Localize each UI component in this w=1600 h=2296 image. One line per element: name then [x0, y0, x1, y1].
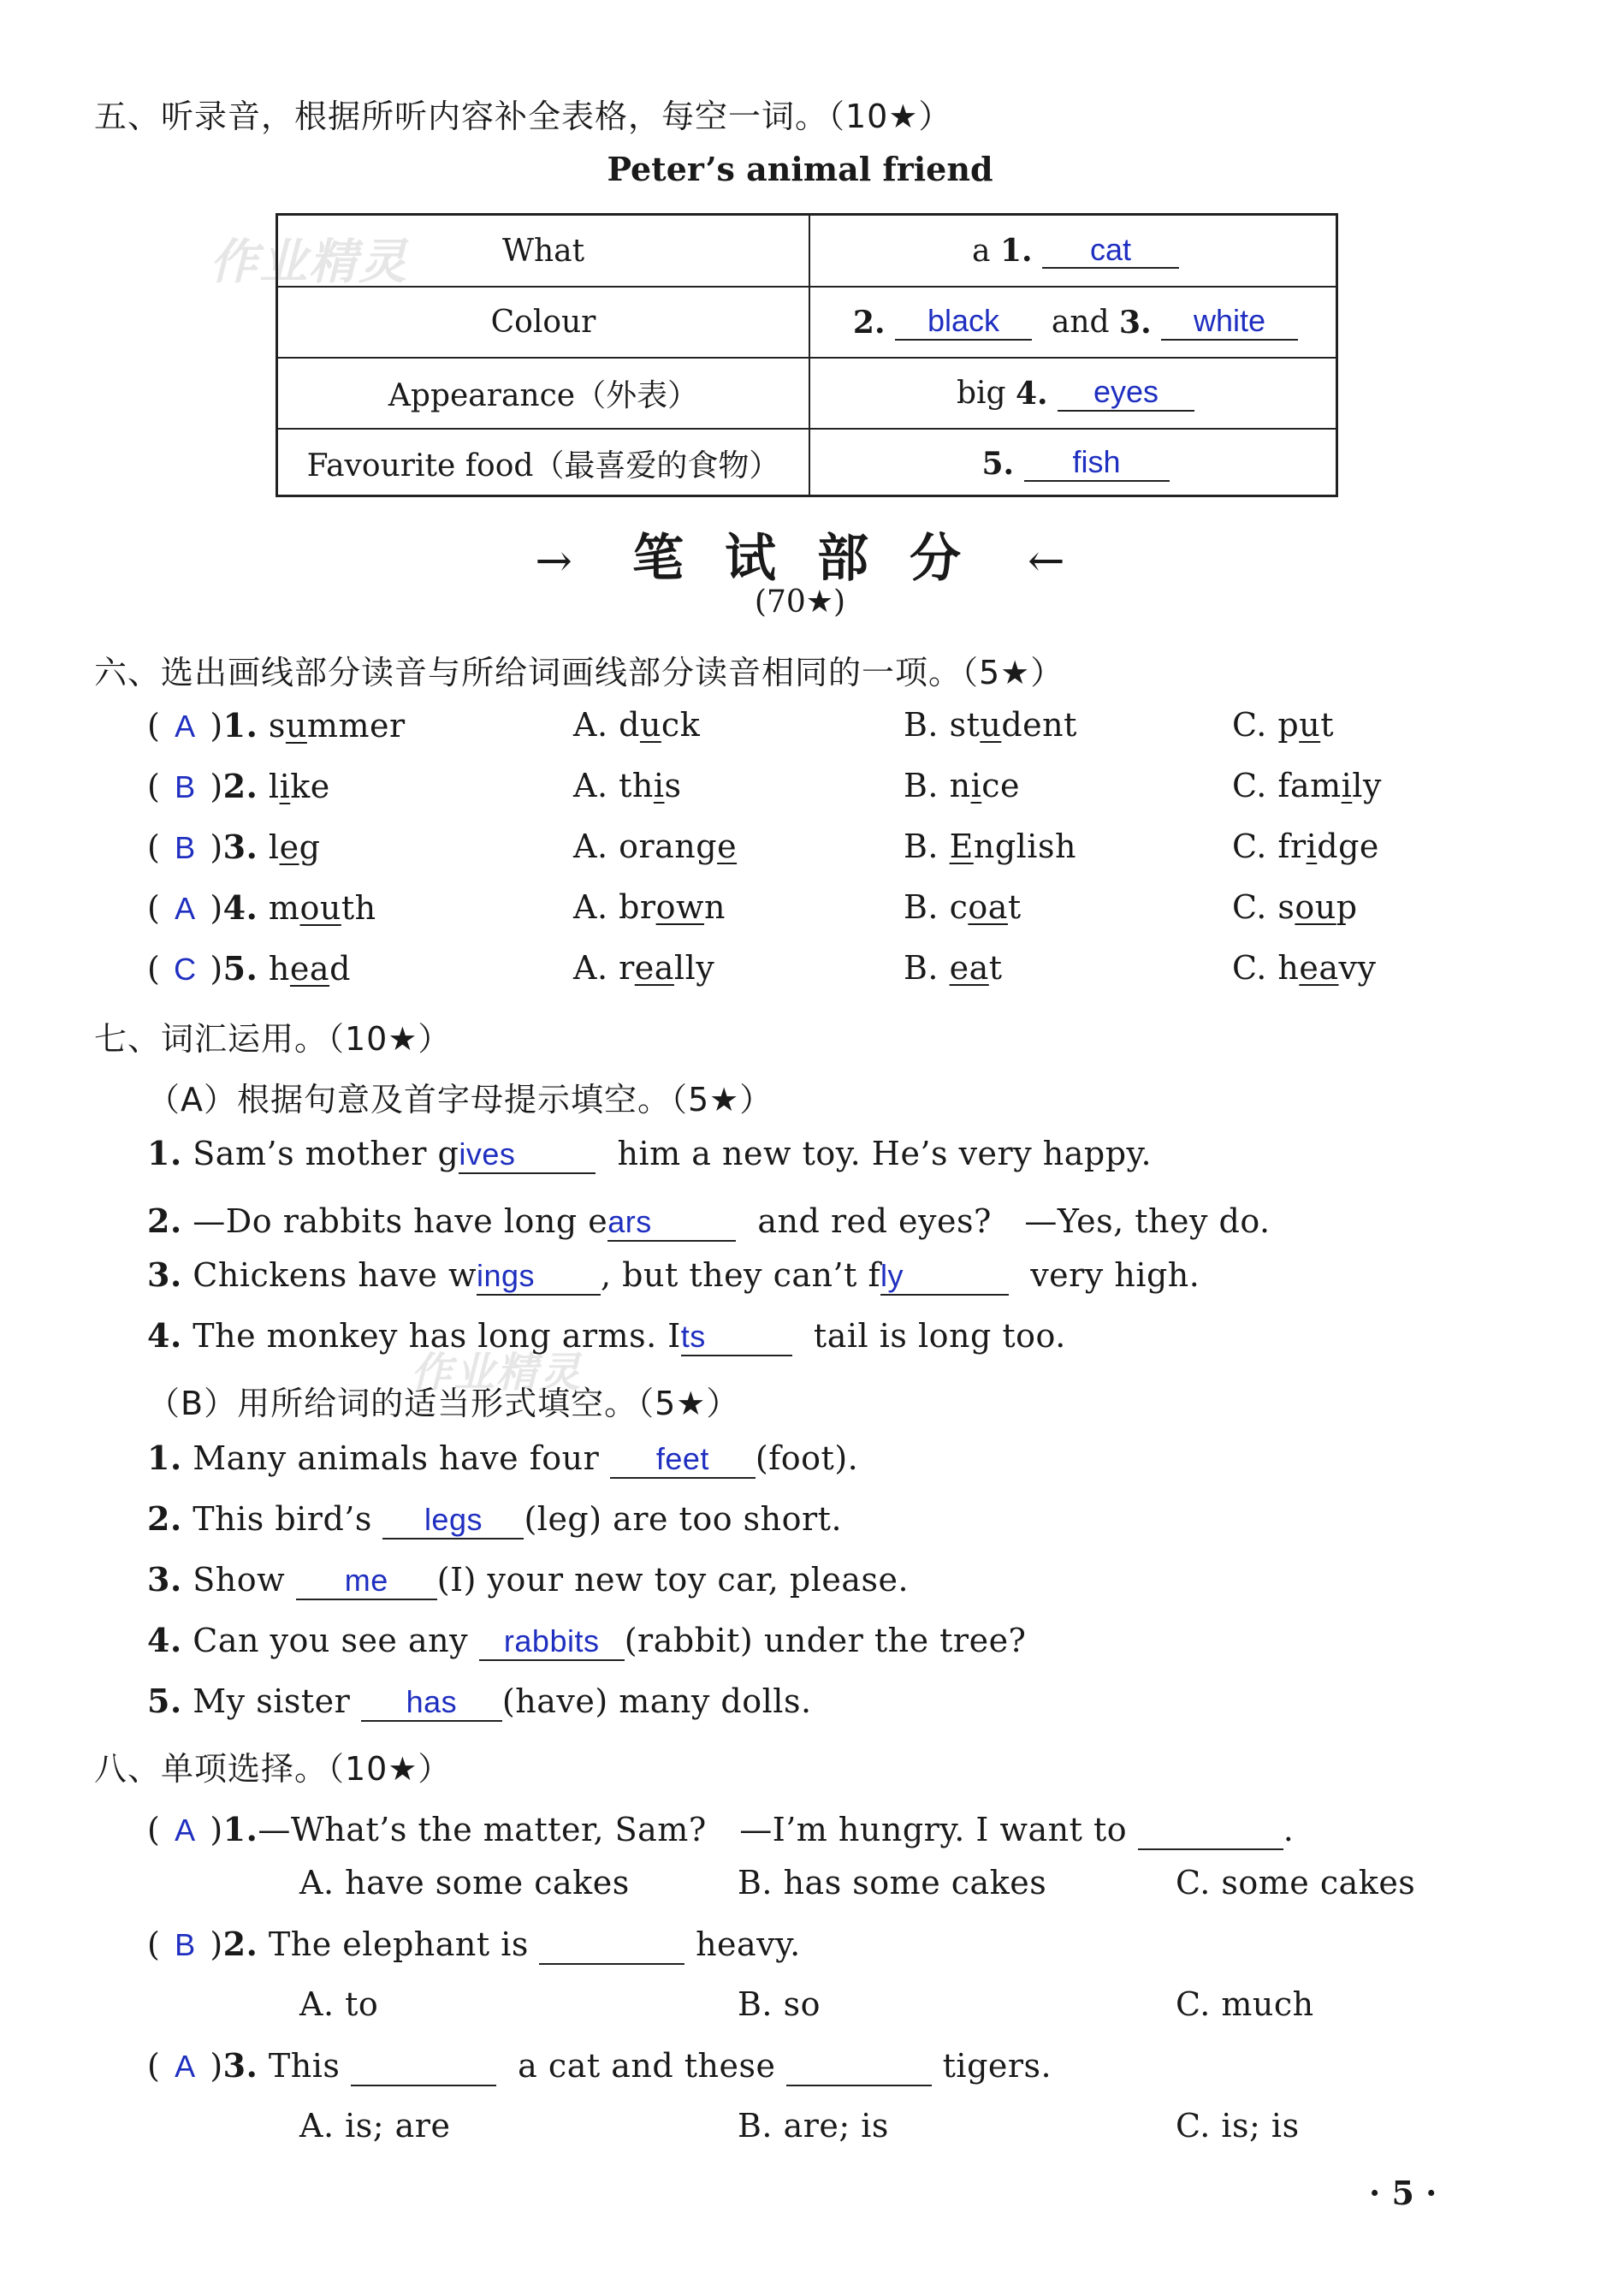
- s8-1-option-c: C. some cakes: [1176, 1864, 1416, 1901]
- answer-ears: ars: [607, 1204, 652, 1239]
- answer-feet: feet: [655, 1441, 709, 1476]
- answer-s6-3: B: [175, 830, 196, 865]
- s6-target-word: mouth: [268, 889, 376, 927]
- info-table: [276, 213, 1338, 497]
- section7-heading: 七、词汇运用。（10★）: [94, 1020, 452, 1058]
- s6-4-option-c: [1232, 888, 1358, 926]
- option-word: A. orange: [573, 828, 738, 865]
- s8-3-option-b: B. are; is: [738, 2107, 889, 2145]
- answer-me: me: [344, 1563, 388, 1598]
- s6-target-word: like: [268, 768, 330, 805]
- answer-rabbits: rabbits: [503, 1623, 600, 1658]
- table-row-appearance: [278, 357, 1336, 428]
- page-number: · 5 ·: [1369, 2174, 1437, 2212]
- option-word: C. heavy: [1232, 949, 1377, 987]
- s8-item-1: ( A )1.—What’s the matter, Sam? —I’m hungry. I want to .: [147, 1810, 1295, 1848]
- option-word: C. family: [1232, 767, 1382, 804]
- s7a-item-4: 4. The monkey has long arms. Its tail is long too.: [147, 1316, 1066, 1355]
- option-word: C. fridge: [1232, 828, 1379, 865]
- s6-5-option-c: [1232, 949, 1376, 987]
- s7a-item-1: 1. Sam’s mother gives him a new toy. He’s very happy.: [147, 1134, 1153, 1172]
- answer-s8-2: B: [175, 1927, 196, 1962]
- row-label: Colour: [490, 305, 596, 340]
- s6-item-5: ( C )5. head: [147, 949, 351, 988]
- s7b-item-3: 3. Show me (I) your new toy car, please.: [147, 1560, 910, 1599]
- option-word: C. put: [1232, 706, 1334, 744]
- s7b-item-2: 2. This bird’s legs (leg) are too short.: [147, 1499, 843, 1538]
- s6-2-option-b: [904, 767, 1020, 804]
- answer-s6-2: B: [175, 769, 196, 804]
- option-word: B. student: [904, 706, 1077, 744]
- answer-eyes: eyes: [1093, 374, 1159, 410]
- s6-target-word: summer: [268, 707, 406, 745]
- table-title: Peter’s animal friend: [607, 150, 993, 188]
- section7-partB-heading: （B）用所给词的适当形式填空。（5★）: [147, 1385, 740, 1422]
- s6-1-option-b: [904, 706, 1077, 744]
- table-row-what: [278, 216, 1336, 286]
- s6-1-option-a: [573, 706, 700, 744]
- answer-cat: cat: [1089, 231, 1131, 267]
- row-label: Favourite food（最喜爱的食物）: [306, 448, 780, 484]
- option-word: B. English: [904, 828, 1076, 865]
- answer-its: ts: [680, 1319, 706, 1354]
- watermark-middle: 作业精灵: [411, 1349, 583, 1397]
- row-label: Appearance（外表）: [388, 378, 699, 413]
- option-word: A. brown: [573, 888, 726, 926]
- s8-2-option-c: C. much: [1176, 1985, 1314, 2023]
- row-answer: a 1. cat: [810, 216, 1341, 286]
- s8-1-option-b: B. has some cakes: [738, 1864, 1047, 1901]
- s6-target-word: head: [268, 950, 351, 988]
- s6-1-option-c: [1232, 706, 1334, 744]
- answer-white: white: [1194, 303, 1266, 339]
- section6-heading: 六、选出画线部分读音与所给词画线部分读音相同的一项。（5★）: [94, 654, 1064, 691]
- option-word: B. eat: [904, 949, 1003, 987]
- answer-s8-3: A: [175, 2049, 196, 2084]
- s6-4-option-a: [573, 888, 726, 926]
- written-title: → 笔试部分 ←: [535, 529, 1065, 589]
- s6-item-3: ( B )3. leg: [147, 828, 321, 866]
- s6-item-4: ( A )4. mouth: [147, 888, 376, 927]
- s8-1-option-a: A. have some cakes: [299, 1864, 630, 1901]
- s6-2-option-a: [573, 767, 682, 804]
- s6-3-option-a: [573, 828, 737, 865]
- option-word: A. really: [573, 949, 715, 987]
- s6-3-option-c: [1232, 828, 1379, 865]
- answer-s6-1: A: [175, 709, 196, 744]
- answer-has: has: [406, 1684, 458, 1719]
- s6-target-word: leg: [268, 828, 321, 866]
- table-row-food: [278, 428, 1336, 497]
- answer-fish: fish: [1072, 444, 1121, 480]
- section8-heading: 八、单项选择。（10★）: [94, 1750, 452, 1788]
- s8-2-option-a: A. to: [299, 1985, 379, 2023]
- answer-gives: ives: [459, 1136, 516, 1172]
- answer-legs: legs: [424, 1502, 483, 1537]
- row-answer: 5. fish: [810, 430, 1341, 497]
- s7b-item-5: 5. My sister has (have) many dolls.: [147, 1682, 812, 1720]
- s7a-item-3: 3. Chickens have wings , but they can’t fly very high.: [147, 1255, 1200, 1294]
- s8-item-2: ( B )2. The elephant is heavy.: [147, 1925, 801, 1963]
- s6-item-2: ( B )2. like: [147, 767, 330, 805]
- row-answer: 2. black and 3. white: [810, 288, 1341, 357]
- section5-heading: 五、听录音，根据所听内容补全表格，每空一词。（10★）: [94, 98, 952, 135]
- s6-item-1: ( A )1. summer: [147, 706, 406, 745]
- option-word: C. soup: [1232, 888, 1358, 926]
- option-word: A. this: [573, 767, 682, 804]
- table-row-colour: [278, 286, 1336, 357]
- left-arrow-icon: →: [535, 536, 572, 587]
- answer-wings: ings: [477, 1258, 536, 1293]
- s6-5-option-a: [573, 949, 714, 987]
- option-word: B. coat: [904, 888, 1022, 926]
- s6-4-option-b: [904, 888, 1022, 926]
- option-word: B. nice: [904, 767, 1020, 804]
- s8-item-3: ( A )3. This a cat and these tigers.: [147, 2046, 1052, 2085]
- s8-3-option-c: C. is; is: [1176, 2107, 1300, 2145]
- s6-3-option-b: [904, 828, 1076, 865]
- answer-fly: ly: [880, 1258, 904, 1293]
- answer-s6-5: C: [174, 952, 197, 987]
- s7b-item-4: 4. Can you see any rabbits (rabbit) under the tree?: [147, 1621, 1027, 1659]
- answer-s6-4: A: [175, 891, 196, 926]
- section7-partA-heading: （A）根据句意及首字母提示填空。（5★）: [147, 1081, 773, 1118]
- s7b-item-1: 1. Many animals have four feet (foot).: [147, 1439, 859, 1477]
- s8-2-option-b: B. so: [738, 1985, 821, 2023]
- s8-3-option-a: A. is; are: [299, 2107, 451, 2145]
- written-score: (70★): [754, 584, 846, 620]
- row-answer: big 4. eyes: [810, 359, 1341, 428]
- answer-black: black: [927, 303, 999, 339]
- option-word: A. duck: [573, 706, 701, 744]
- watermark-top: 作业精灵: [210, 234, 408, 290]
- s6-5-option-b: [904, 949, 1003, 987]
- answer-s8-1: A: [175, 1812, 196, 1848]
- s6-2-option-c: [1232, 767, 1382, 804]
- row-label: What: [501, 233, 585, 269]
- s7a-item-2: 2. —Do rabbits have long ears and red eyes? —Yes, they do.: [147, 1201, 1271, 1240]
- right-arrow-icon: ←: [1028, 536, 1065, 587]
